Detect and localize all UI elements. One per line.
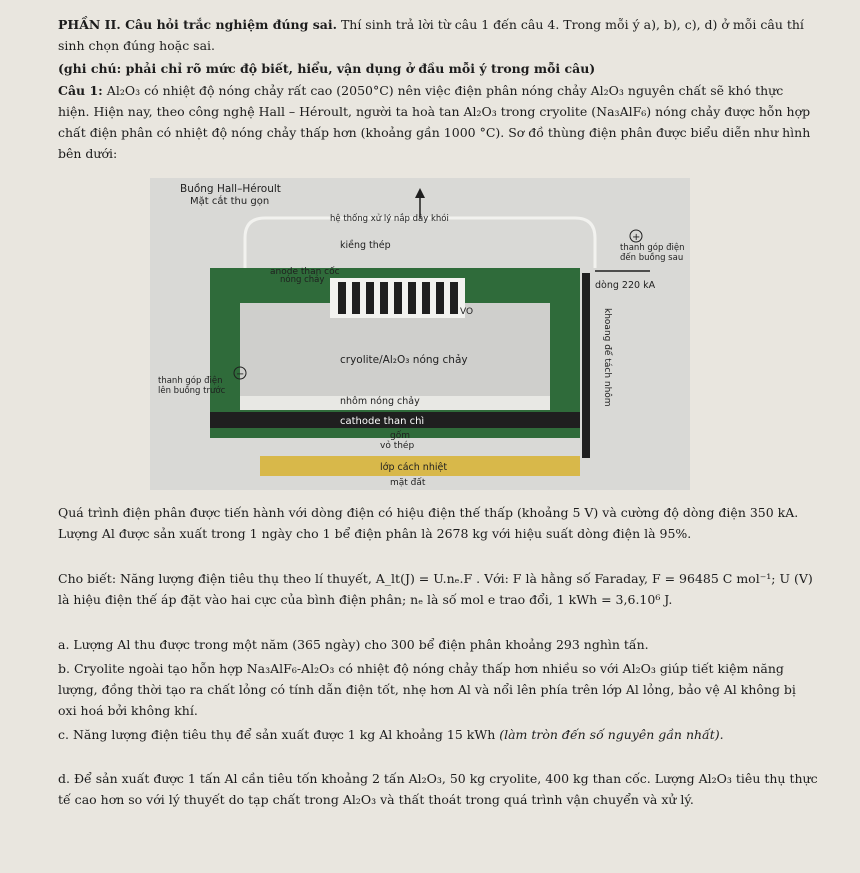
- statement-b: b. Cryolite ngoài tạo hỗn hợp Na₃AlF₆-Al₂O₃ có nhiệt độ nóng chảy thấp hơn nhiều so với Al₂O₃ giúp tiết kiệm năng lượng, đồng thời tạo ra chất lỏng có tính dẫn điện tốt, nhẹ hơn Al và nổi lên phía trên lớp Al lỏng, bảo vệ Al không bị oxi hoá bởi không khí.: [58, 661, 796, 718]
- statement-c-note: (làm tròn đến số nguyên gần nhất).: [499, 727, 724, 742]
- statement-a: a. Lượng Al thu được trong một năm (365 ngày) cho 300 bể điện phân khoảng 293 nghìn tấn.: [58, 637, 649, 652]
- busbar-prev-label-2: lên buồng trước: [158, 386, 226, 396]
- minus-sign: −: [236, 369, 245, 380]
- section-header: [58, 14, 818, 56]
- plus-sign: +: [632, 232, 641, 243]
- cryolite-label: cryolite/Al₂O₃ nóng chảy: [340, 354, 468, 366]
- insulation-label: lớp cách nhiệt: [380, 462, 448, 473]
- question-intro-text: Al₂O₃ có nhiệt độ nóng chảy rất cao (2050°C) nên việc điện phân nóng chảy Al₂O₃ nguyên chất sẽ khó thực hiện. Hiện nay, theo công nghệ Hall – Héroult, người ta hoà tan Al₂O₃ trong cryolite (Na₃AlF₆) nóng chảy được hỗn hợp chất điện phân có nhiệt độ nóng chảy thấp hơn (khoảng gần 1000 °C). Sơ đồ thùng điện phân được biểu diễn như hình bên dưới:: [58, 83, 811, 161]
- shell-label: vỏ thép: [380, 441, 415, 451]
- hall-heroult-diagram: [150, 178, 690, 490]
- vo-label: VO: [460, 307, 474, 317]
- side-busbar: [582, 273, 590, 458]
- given-paragraph: Cho biết: Năng lượng điện tiêu thụ theo lí thuyết, A_lt(J) = U.nₑ.F . Với: F là hằng số Faraday, F = 96485 C mol⁻¹; U (V) là hiệu điện thế áp đặt vào hai cực của bình điện phân; nₑ là số mol e trao đổi, 1 kWh = 3,6.10⁶ J.: [58, 571, 813, 607]
- diagram-title: Buồng Hall–Héroult: [180, 183, 281, 195]
- question-label: Câu 1:: [58, 83, 103, 98]
- ceramic-label: gốm: [390, 431, 410, 441]
- steel-label: kiềng thép: [340, 240, 391, 251]
- process-paragraph: Quá trình điện phân được tiến hành với dòng điện có hiệu điện thế thấp (khoảng 5 V) và cường độ dòng điện 350 kA. Lượng Al được sản xuất trong 1 ngày cho 1 bể điện phân là 2678 kg với hiệu suất dòng điện là 95%.: [58, 505, 799, 541]
- ground-label: mặt đất: [390, 478, 426, 488]
- statement-c: [58, 724, 818, 745]
- anode-label: anode than cốc: [270, 267, 340, 277]
- busbar-next-label: thanh góp điện: [620, 243, 685, 253]
- anode-rods: [338, 282, 458, 314]
- side-chamber-label: khoang để tách nhôm: [602, 308, 612, 407]
- statement-d: d. Để sản xuất được 1 tấn Al cần tiêu tốn khoảng 2 tấn Al₂O₃, 50 kg cryolite, 400 kg than cốc. Lượng Al₂O₃ tiêu thụ thực tế cao hơn so với lý thuyết do tạp chất trong Al₂O₃ và thất thoát trong quá trình vận chuyển và xử lý.: [58, 771, 818, 807]
- statement-c-main: c. Năng lượng điện tiêu thụ để sản xuất được 1 kg Al khoảng 15 kWh: [58, 727, 496, 742]
- busbar-next-label-2: đến buồng sau: [620, 253, 684, 263]
- section-note: (ghi chú: phải chỉ rõ mức độ biết, hiểu, vận dụng ở đầu mỗi ý trong mỗi câu): [58, 61, 596, 76]
- section-instruction: Thí sinh trả lời từ câu 1 đến câu 4. Trong mỗi ý a), b), c), d) ở mỗi câu thí sinh chọn đúng hoặc sai.: [58, 17, 804, 53]
- current-label: dòng 220 kA: [595, 280, 656, 291]
- hood-label: hệ thống xử lý nắp dây khói: [330, 214, 449, 224]
- anode-label-2: nóng chảy: [280, 275, 325, 285]
- section-title: PHẦN II. Câu hỏi trắc nghiệm đúng sai.: [58, 17, 337, 32]
- aluminum-label: nhôm nóng chảy: [340, 396, 420, 407]
- cathode-label: cathode than chì: [340, 416, 425, 427]
- diagram-subtitle: Mặt cắt thu gọn: [190, 196, 270, 207]
- question-intro: [58, 80, 818, 164]
- busbar-prev-label: thanh góp điện: [158, 376, 223, 386]
